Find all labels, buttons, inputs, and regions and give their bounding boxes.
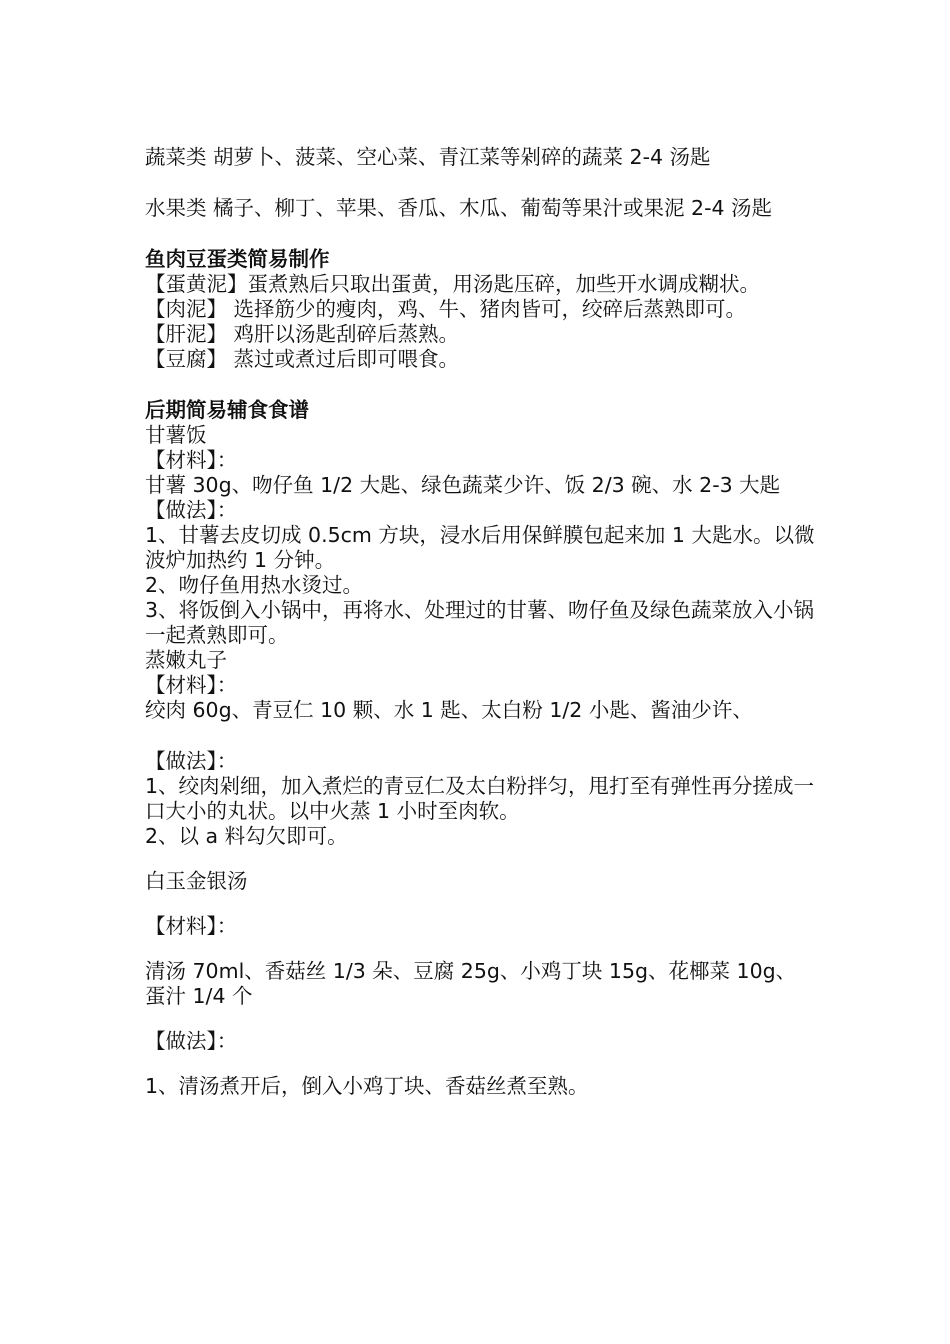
recipe2-materials: 绞肉 60g、青豆仁 10 颗、水 1 匙、太白粉 1/2 小匙、酱油少许、 <box>145 698 753 722</box>
recipe2-step-2: 2、以 a 料勾欠即可。 <box>145 824 348 848</box>
vegetables-line: 蔬菜类 胡萝卜、菠菜、空心菜、青江菜等剁碎的蔬菜 2-4 汤匙 <box>145 145 711 169</box>
recipe1-step-1: 1、甘薯去皮切成 0.5cm 方块，浸水后用保鲜膜包起来加 1 大匙水。以微波炉加热约 1 分钟。 <box>145 523 815 572</box>
item-liver-puree: 【肝泥】 鸡肝以汤匙刮碎后蒸熟。 <box>145 322 460 346</box>
item-meat-puree: 【肉泥】 选择筋少的瘦肉，鸡、牛、猪肉皆可，绞碎后蒸熟即可。 <box>145 297 747 321</box>
recipe1-method-label: 【做法】： <box>145 498 238 522</box>
recipe2-materials-label: 【材料】： <box>145 673 238 697</box>
recipe3-name: 白玉金银汤 <box>145 869 248 893</box>
section-heading-recipes: 后期简易辅食食谱 <box>145 398 309 422</box>
recipe2-step-1: 1、绞肉剁细，加入煮烂的青豆仁及太白粉拌匀，甩打至有弹性再分搓成一口大小的丸状。以中火蒸 1 小时至肉软。 <box>145 774 815 823</box>
recipe2-name: 蒸嫩丸子 <box>145 648 227 672</box>
recipe1-name: 甘薯饭 <box>145 423 207 447</box>
recipe3-step-1: 1、清汤煮开后，倒入小鸡丁块、香菇丝煮至熟。 <box>145 1074 589 1098</box>
document-page <box>145 145 815 1099</box>
recipe1-step-3: 3、将饭倒入小锅中，再将水、处理过的甘薯、吻仔鱼及绿色蔬菜放入小锅一起煮熟即可。 <box>145 598 815 647</box>
recipe1-materials: 甘薯 30g、吻仔鱼 1/2 大匙、绿色蔬菜少许、饭 2/3 碗、水 2-3 大匙 <box>145 473 781 497</box>
item-egg-yolk: 【蛋黄泥】蛋煮熟后只取出蛋黄，用汤匙压碎，加些开水调成糊状。 <box>145 272 760 296</box>
recipe1-materials-label: 【材料】： <box>145 448 238 472</box>
item-tofu: 【豆腐】 蒸过或煮过后即可喂食。 <box>145 347 460 371</box>
recipe1-step-2: 2、吻仔鱼用热水烫过。 <box>145 573 364 597</box>
recipe3-materials-label: 【材料】： <box>145 914 238 938</box>
recipe3-materials: 清汤 70ml、香菇丝 1/3 朵、豆腐 25g、小鸡丁块 15g、花椰菜 10g、蛋汁 1/4 个 <box>145 959 797 1008</box>
recipe2-method-label: 【做法】： <box>145 749 238 773</box>
section-heading-protein: 鱼肉豆蛋类简易制作 <box>145 247 330 271</box>
fruits-line: 水果类 橘子、柳丁、苹果、香瓜、木瓜、葡萄等果汁或果泥 2-4 汤匙 <box>145 196 773 220</box>
recipe3-method-label: 【做法】： <box>145 1029 238 1053</box>
